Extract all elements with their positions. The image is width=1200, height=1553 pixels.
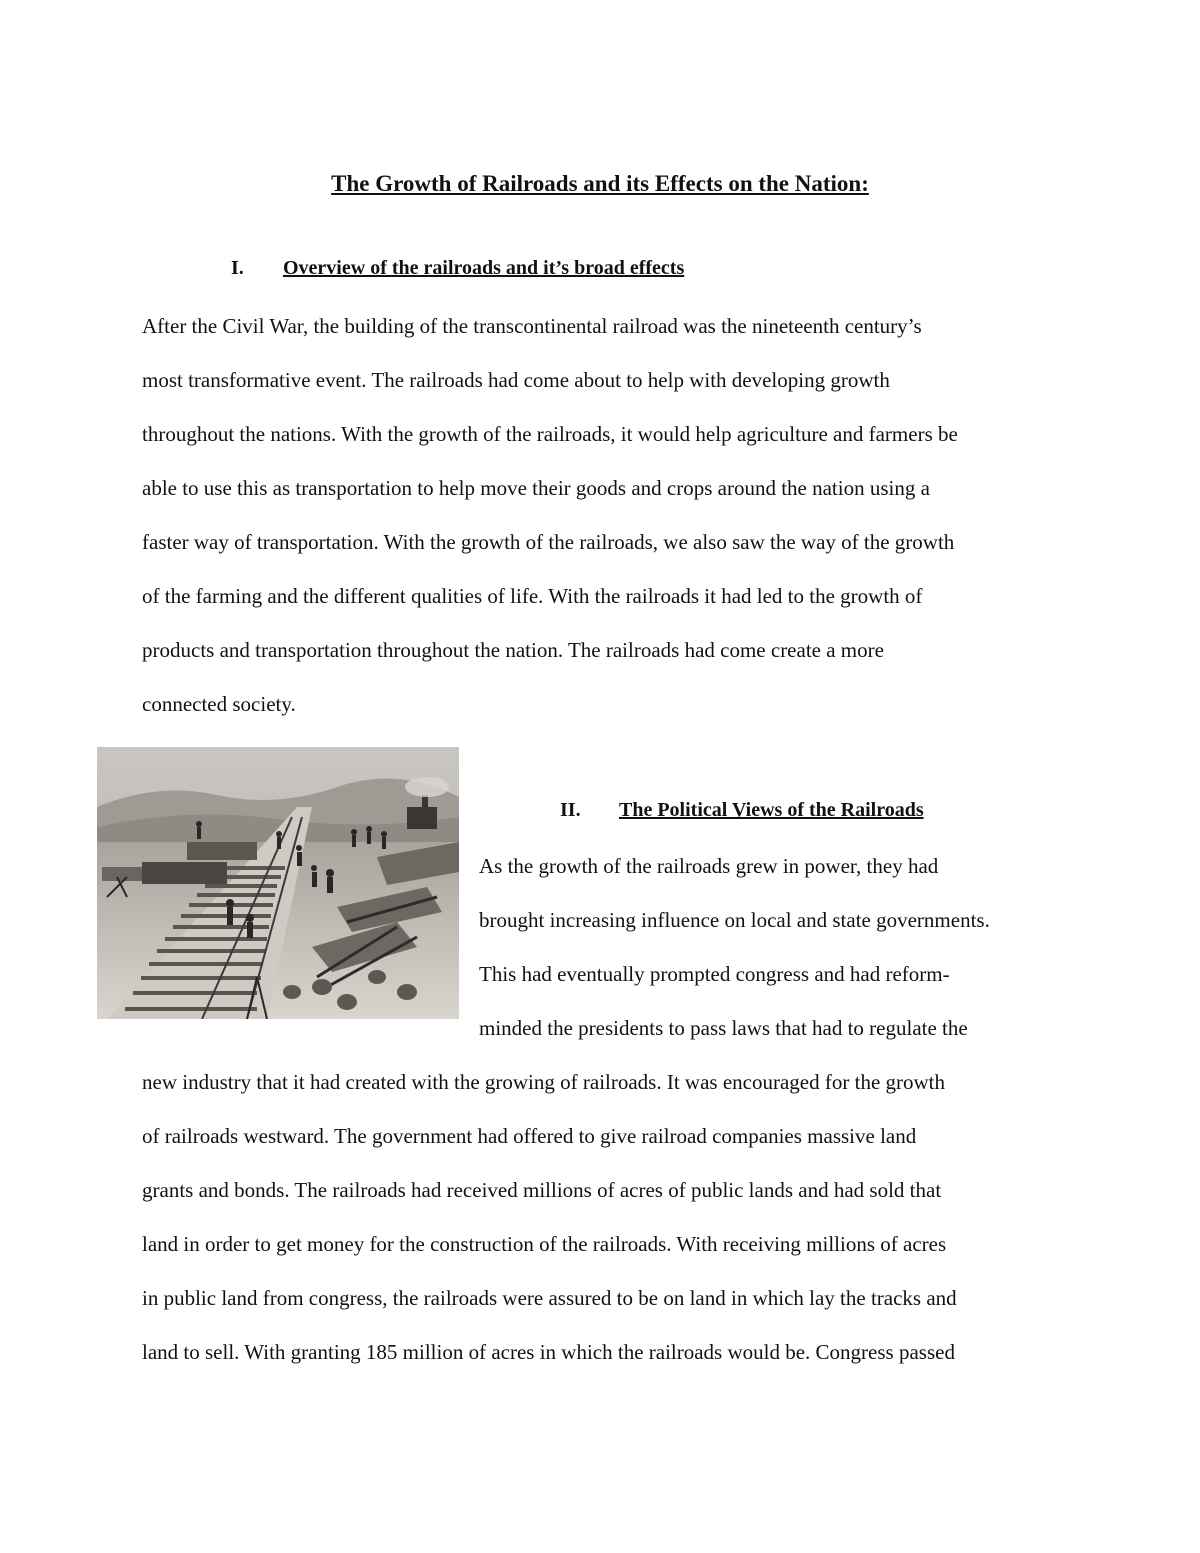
paragraph-line: faster way of transportation. With the growth of the railroads, we also saw the way of the growth: [142, 530, 955, 554]
section-1-number: I.: [231, 257, 244, 279]
paragraph-line: throughout the nations. With the growth of the railroads, it would help agriculture and farmers be: [142, 422, 958, 446]
paragraph-line: brought increasing influence on local and state governments.: [479, 908, 990, 932]
paragraph-line: minded the presidents to pass laws that had to regulate the: [479, 1016, 968, 1040]
paragraph-line: After the Civil War, the building of the transcontinental railroad was the nineteenth century’s: [142, 314, 922, 338]
section-2-number: II.: [560, 799, 581, 821]
paragraph-line: able to use this as transportation to help move their goods and crops around the nation using a: [142, 476, 930, 500]
paragraph-line: This had eventually prompted congress and had reform-: [479, 962, 950, 986]
paragraph-line: products and transportation throughout the nation. The railroads had come create a more: [142, 638, 884, 662]
paragraph-line: As the growth of the railroads grew in power, they had: [479, 854, 939, 878]
section-2-title: The Political Views of the Railroads: [619, 799, 924, 821]
railroad-construction-photo: [97, 747, 459, 1019]
paragraph-line: new industry that it had created with the growing of railroads. It was encouraged for the growth: [142, 1070, 946, 1094]
section-1-title: Overview of the railroads and it’s broad effects: [283, 257, 685, 279]
paragraph-line: in public land from congress, the railroads were assured to be on land in which lay the tracks and: [142, 1286, 957, 1310]
page-title: The Growth of Railroads and its Effects on the Nation:: [331, 171, 869, 196]
paragraph-line: most transformative event. The railroads had come about to help with developing growth: [142, 368, 890, 392]
paragraph-line: grants and bonds. The railroads had received millions of acres of public lands and had sold that: [142, 1178, 942, 1202]
paragraph-line: of railroads westward. The government had offered to give railroad companies massive land: [142, 1124, 917, 1148]
paragraph-line: connected society.: [142, 692, 296, 716]
paragraph-line: land in order to get money for the construction of the railroads. With receiving millions of acres: [142, 1232, 947, 1256]
paragraph-line: of the farming and the different qualities of life. With the railroads it had led to the growth of: [142, 584, 923, 608]
paragraph-line: land to sell. With granting 185 million of acres in which the railroads would be. Congress passed: [142, 1340, 955, 1364]
